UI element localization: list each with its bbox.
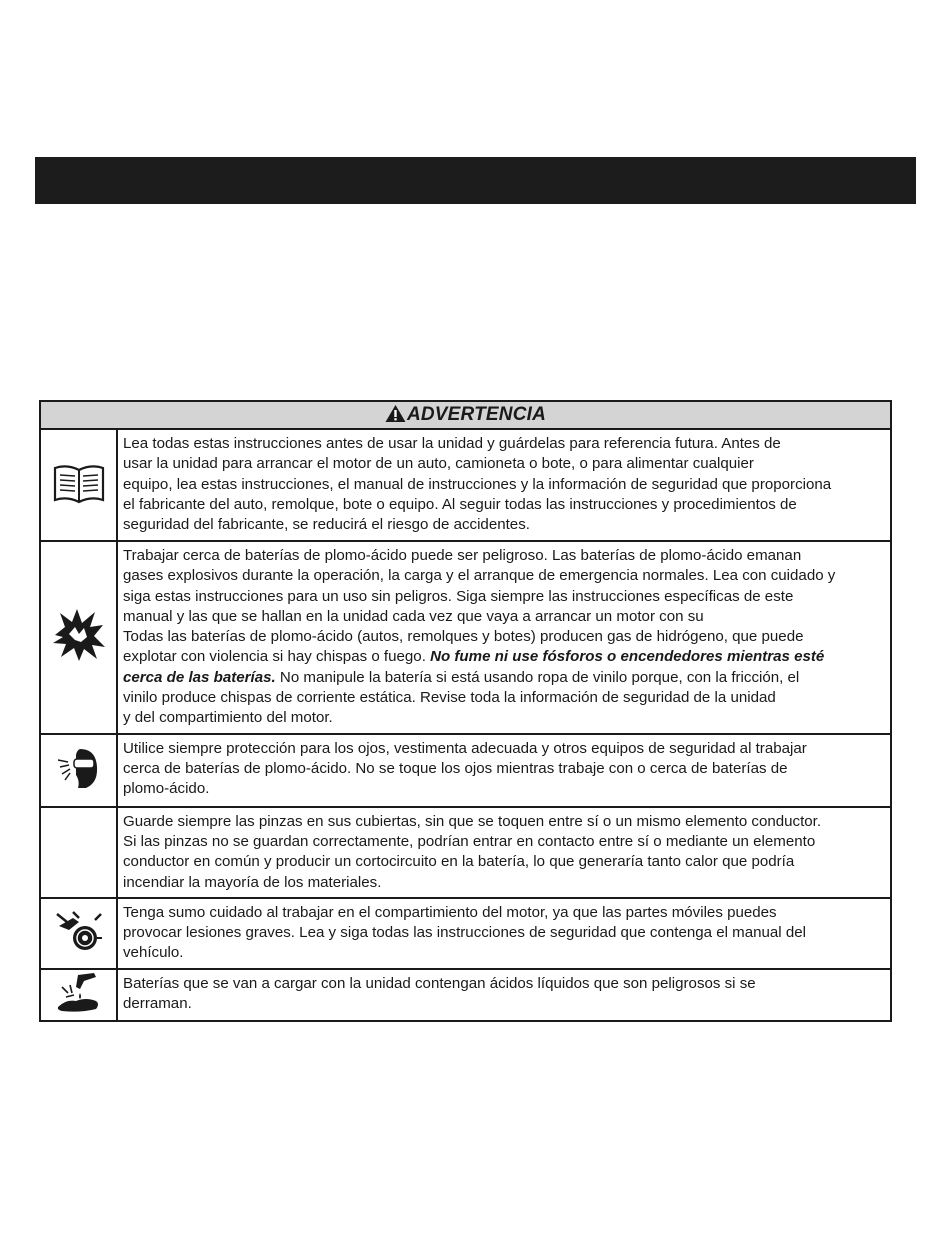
warning-text-line: siga estas instrucciones para un uso sin peligros. Siga siempre las instrucciones específicas de este: [123, 587, 794, 605]
warning-table: [39, 400, 892, 1022]
warning-row-manual: [40, 429, 891, 541]
warning-row-moving-parts: [40, 898, 891, 969]
read-manual-icon: [53, 462, 105, 504]
warning-row-acid: [40, 969, 891, 1021]
warning-row-text: [117, 734, 891, 807]
explosion-icon: [51, 607, 107, 663]
eye-protection-icon: [56, 745, 102, 791]
warning-text-plain: No manipule la batería si está usando ropa de vinilo porque, con la fricción, el: [275, 668, 800, 686]
warning-text-emphasis: cerca de las baterías.: [123, 668, 276, 686]
header-bar: [35, 157, 916, 204]
warning-row-text: [117, 807, 891, 898]
warning-text-line: el fabricante del auto, remolque, bote o equipo. Al seguir todas las instrucciones y procedimientos de: [123, 495, 797, 513]
warning-text-line: plomo-ácido.: [123, 780, 210, 798]
warning-text-line: seguridad del fabricante, se reducirá el riesgo de accidentes.: [123, 516, 530, 534]
warning-text-line: vinilo produce chispas de corriente estática. Revise toda la información de seguridad de la unidad: [123, 689, 776, 707]
warning-text-line: Lea todas estas instrucciones antes de usar la unidad y guárdelas para referencia futura. Antes de: [123, 435, 781, 452]
warning-row-icon-cell: [40, 807, 117, 898]
warning-text-line: [123, 647, 884, 667]
warning-title-text: ADVERTENCIA: [406, 404, 547, 425]
warning-text-line: Guarde siempre las pinzas en sus cubiertas, sin que se toquen entre sí o un mismo elemento conductor.: [123, 812, 822, 830]
warning-row-explosion: [40, 541, 891, 734]
warning-text-line: gases explosivos durante la operación, la carga y el arranque de emergencia normales. Lea con cuidado y: [123, 567, 836, 585]
warning-text-line: manual y las que se hallan en la unidad cada vez que vaya a arrancar un motor con su: [123, 607, 704, 625]
warning-table-header-row: [40, 401, 891, 429]
moving-parts-hazard-icon: [55, 908, 103, 954]
warning-row-text: [117, 429, 891, 541]
warning-text-line: cerca de baterías de plomo-ácido. No se toque los ojos mientras trabaje con o cerca de baterías de: [123, 759, 788, 777]
warning-row-clamps: [40, 807, 891, 898]
warning-row-icon-cell: [40, 898, 117, 969]
warning-row-icon-cell: [40, 734, 117, 807]
warning-text-line: incendiar la mayoría de los materiales.: [123, 873, 382, 891]
warning-text-line: Tenga sumo cuidado al trabajar en el compartimiento del motor, ya que las partes móviles puedes: [123, 903, 777, 921]
warning-text-line: y del compartimiento del motor.: [123, 709, 333, 727]
warning-row-icon-cell: [40, 429, 117, 541]
warning-triangle-icon: [385, 404, 406, 423]
warning-row-text: [117, 898, 891, 969]
warning-text-line: Todas las baterías de plomo-ácido (autos, remolques y botes) producen gas de hidrógeno, que puede: [123, 628, 804, 646]
warning-text-line: usar la unidad para arrancar el motor de un auto, camioneta o bote, o para alimentar cualquier: [123, 455, 754, 473]
warning-row-icon-cell: [40, 541, 117, 734]
warning-text-plain: explotar con violencia si hay chispas o fuego.: [123, 648, 431, 666]
warning-row-icon-cell: [40, 969, 117, 1021]
warning-text-line: [123, 668, 884, 688]
warning-text-line: conductor en común y producir un cortocircuito en la batería, lo que generaría tanto calor que podría: [123, 853, 795, 871]
warning-text-line: Trabajar cerca de baterías de plomo-ácido puede ser peligroso. Las baterías de plomo-ácido emanan: [123, 547, 802, 564]
warning-text-emphasis: No fume ni use fósforos o encendedores mientras esté: [430, 648, 825, 666]
warning-row-text: [117, 969, 891, 1021]
warning-text-line: derraman.: [123, 995, 192, 1013]
warning-title: [40, 401, 891, 429]
warning-text-line: vehículo.: [123, 944, 184, 962]
warning-row-eye-protection: [40, 734, 891, 807]
warning-text-line: provocar lesiones graves. Lea y siga todas las instrucciones de seguridad que contenga el manual del: [123, 924, 806, 942]
warning-text-line: Utilice siempre protección para los ojos, vestimenta adecuada y otros equipos de seguridad al trabajar: [123, 739, 807, 757]
warning-text-line: Si las pinzas no se guardan correctamente, podrían entrar en contacto entre sí o mediante un elemento: [123, 832, 816, 850]
warning-text-line: Baterías que se van a cargar con la unidad contengan ácidos líquidos que son peligrosos si se: [123, 974, 756, 992]
corrosive-hazard-icon: [56, 971, 102, 1013]
warning-row-text: [117, 541, 891, 734]
warning-text-line: equipo, lea estas instrucciones, el manual de instrucciones y la información de seguridad que proporciona: [123, 475, 832, 493]
